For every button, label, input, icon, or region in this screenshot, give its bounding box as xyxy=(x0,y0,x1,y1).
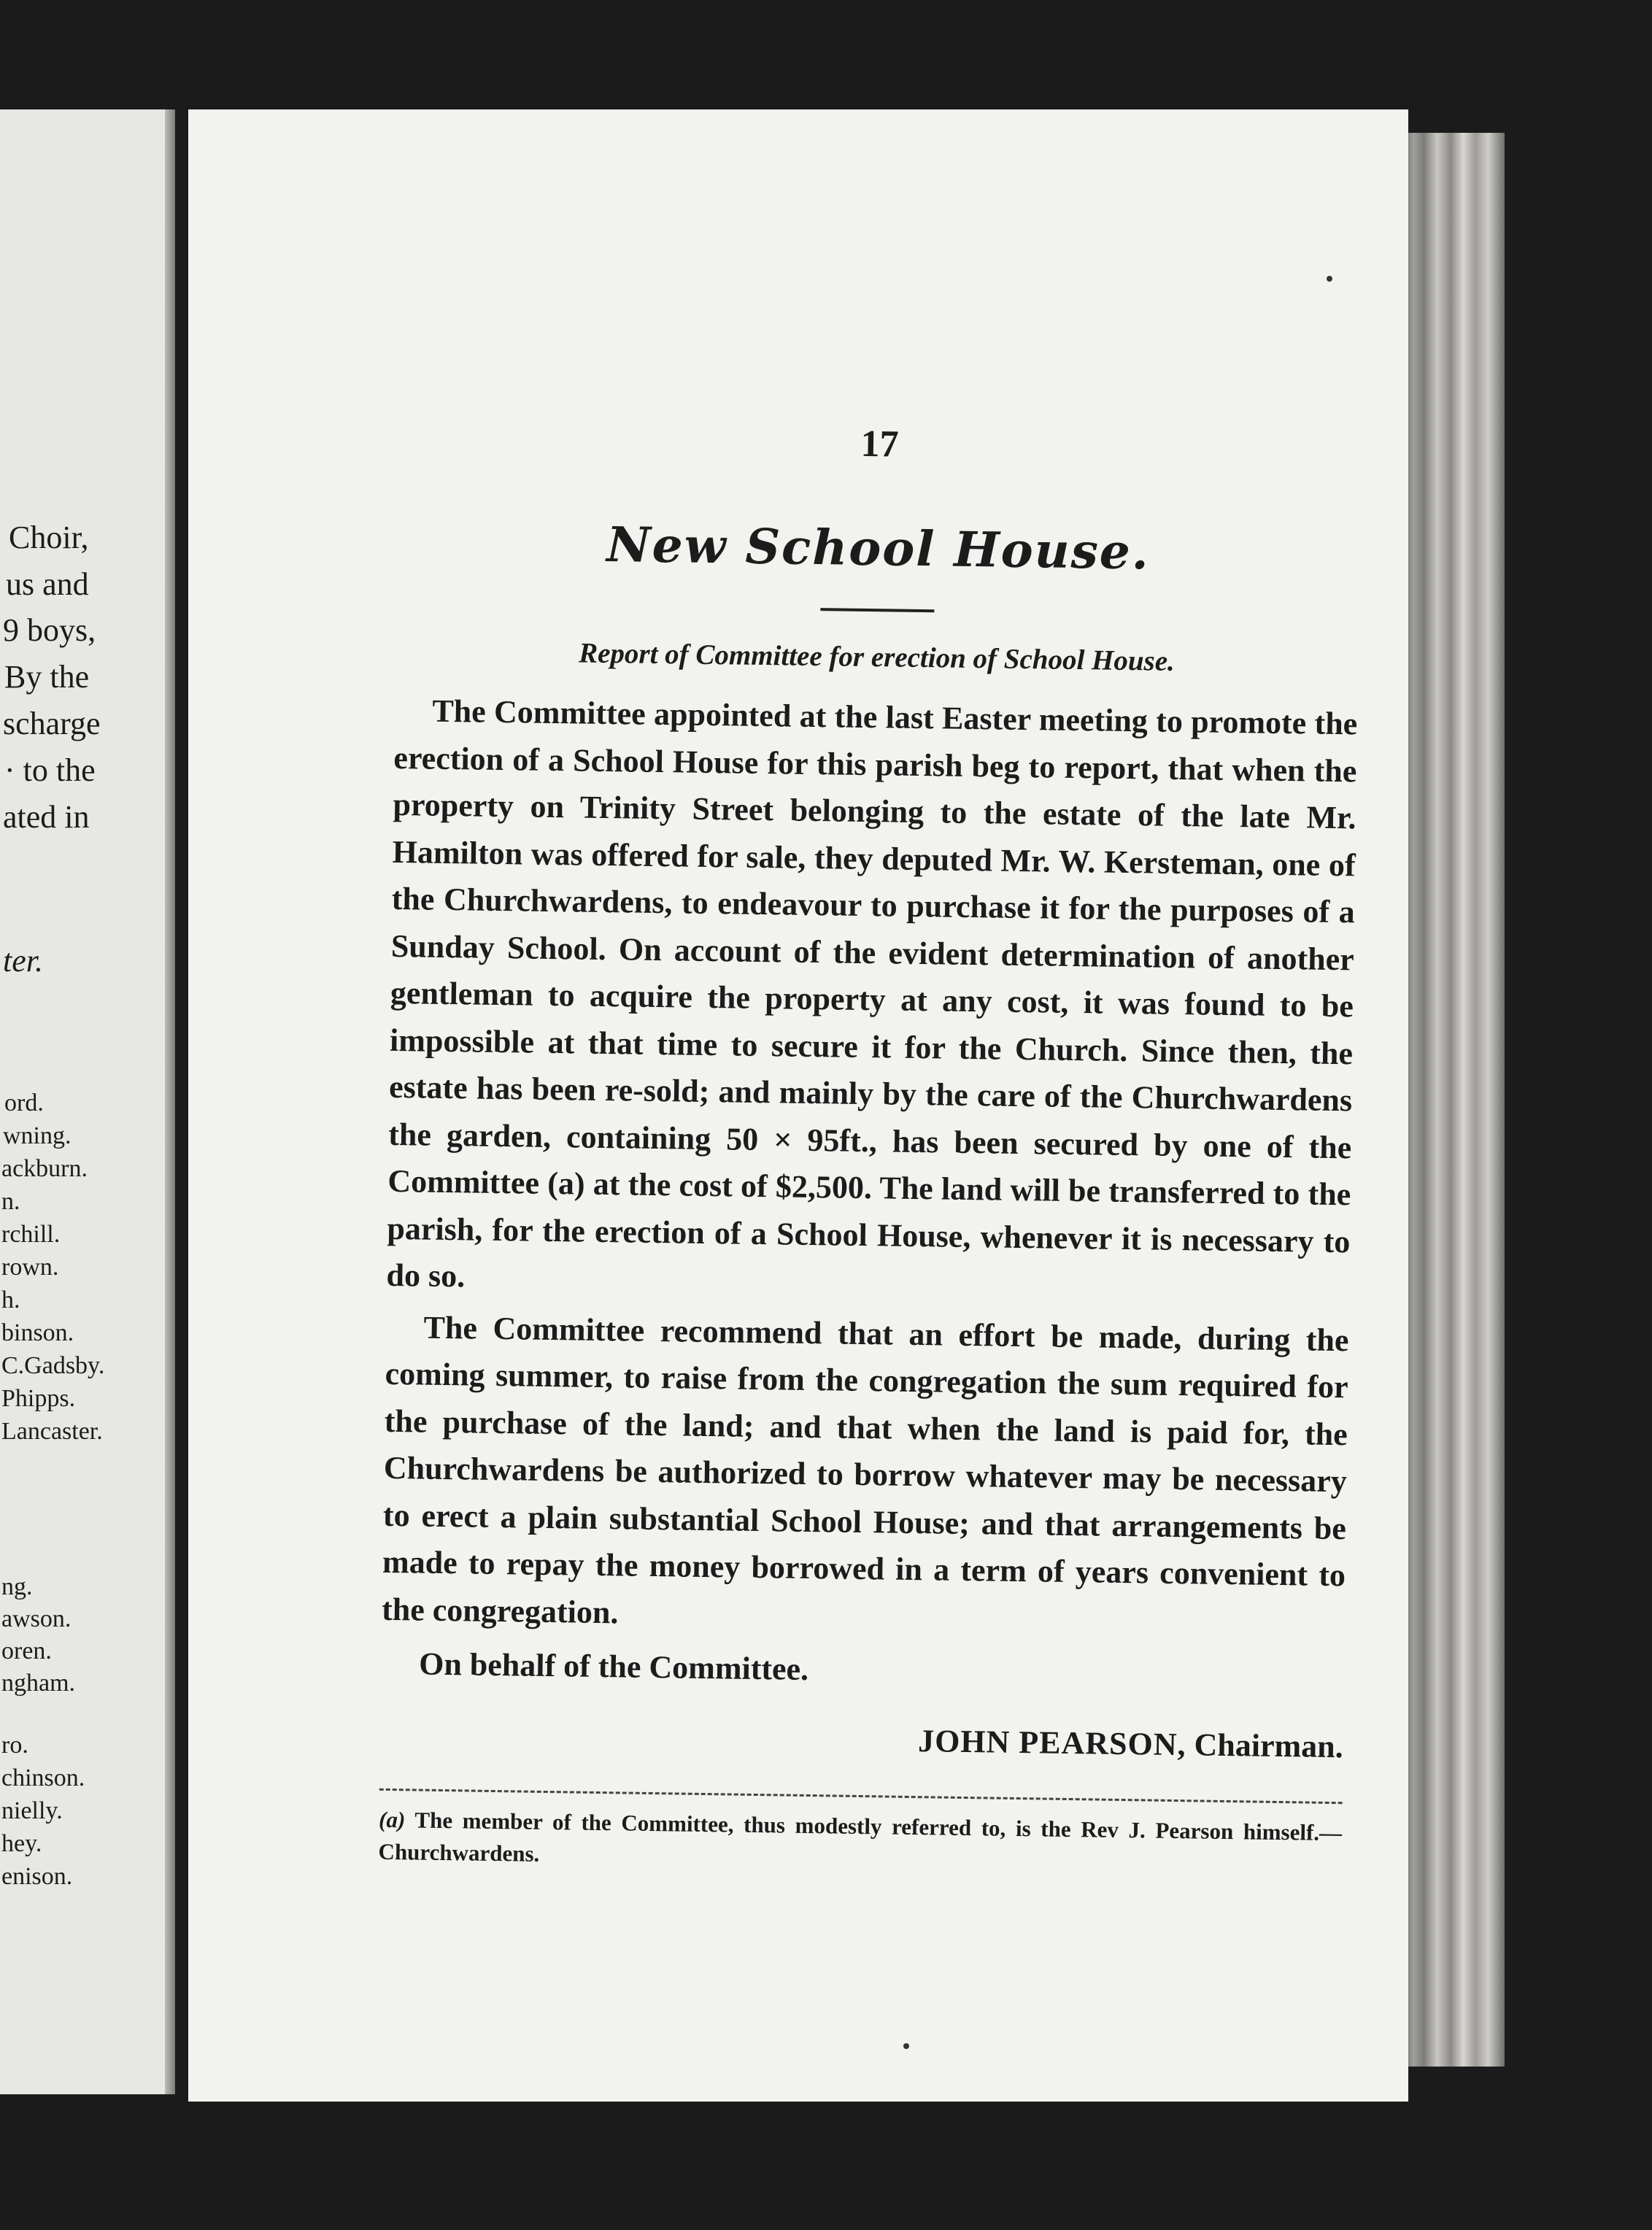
left-page-line: oren. xyxy=(1,1637,52,1664)
signature-role: Chairman. xyxy=(1194,1726,1344,1765)
left-page-line: C.Gadsby. xyxy=(1,1352,105,1379)
page-content xyxy=(378,314,1363,1881)
report-subtitle: Report of Committee for erection of School House. xyxy=(578,637,1176,677)
left-page-line: ated in xyxy=(3,799,90,835)
left-page-line: ord. xyxy=(4,1089,44,1116)
page-number: 17 xyxy=(860,423,899,466)
left-page-line: awson. xyxy=(1,1605,72,1632)
left-page-line: scharge xyxy=(3,706,101,741)
left-page-line: ngham. xyxy=(1,1670,76,1697)
behalf-line: On behalf of the Committee. xyxy=(418,1646,809,1687)
left-page-line: rown. xyxy=(1,1254,59,1281)
left-page-line: Choir, xyxy=(9,520,89,555)
left-page-line: nielly. xyxy=(1,1797,63,1824)
left-page-line: ter. xyxy=(3,943,43,979)
left-page-line: chinson. xyxy=(1,1764,85,1791)
left-page-line: Phipps. xyxy=(1,1385,76,1412)
report-paragraph: The Committee recommend that an effort be made, during the coming summer, to raise from the congregation the sum required for the purchase of the land; and that when the land is paid for, the Churchwardens be authorized to borrow whatever may be necessary to erect a plain substantial School House; and that arrangements be made to repay the money borrowed in a term of years convenient to the congregation. xyxy=(381,1309,1349,1630)
left-page-line: hey. xyxy=(1,1830,42,1857)
left-page-line: By the xyxy=(4,659,90,695)
left-page-line: wning. xyxy=(3,1122,72,1149)
signature-name: JOHN PEARSON, xyxy=(917,1723,1186,1763)
page-gutter xyxy=(165,109,175,2094)
left-facing-page xyxy=(0,109,175,2094)
signature xyxy=(379,1715,1343,1765)
title-rule xyxy=(820,608,934,612)
left-page-line: 9 boys, xyxy=(3,612,96,648)
left-page-line: Lancaster. xyxy=(1,1418,103,1445)
left-page-line: ackburn. xyxy=(1,1155,88,1182)
left-page-line: · to the xyxy=(4,752,96,788)
left-page-line: ng. xyxy=(1,1573,33,1600)
left-page-line: binson. xyxy=(1,1319,74,1346)
page-edges xyxy=(1401,133,1505,2067)
left-page-line: rchill. xyxy=(1,1221,61,1248)
specks xyxy=(903,2043,909,2049)
page-title: New School House. xyxy=(606,515,1151,581)
left-page-line: n. xyxy=(1,1188,20,1215)
left-page-line: h. xyxy=(1,1286,20,1313)
report-paragraph: The Committee appointed at the last Easter meeting to promote the erection of a School House for this parish beg to report, that when the property on Trinity Street belonging to the estate of the late Mr. Hamilton was offered for sale, they deputed Mr. W. Kersteman, one of the Churchwardens, to endeavour to purchase it for the purposes of a Sunday School. On account of the evident determination of another gentleman to acquire the property at any cost, it was found to be impossible at that time to secure it for the Church. Since then, the estate has been re-sold; and mainly by the care of the Churchwardens the garden, containing 50 × 95ft., has been secured by one of the Committee (a) at the cost of $2,500. The land will be transferred to the parish, for the erection of a School House, whenever it is necessary to do so. xyxy=(386,692,1358,1295)
left-page-line: enison. xyxy=(1,1863,73,1890)
left-page-line: us and xyxy=(6,566,89,602)
specks xyxy=(1327,276,1332,282)
left-page-line: ro. xyxy=(1,1732,28,1759)
footnote xyxy=(378,1804,1342,1881)
footnote-mark: (a) xyxy=(378,1806,406,1833)
footnote-rule xyxy=(379,1789,1343,1804)
document-page xyxy=(188,109,1408,2102)
footnote-text: The member of the Committee, thus modestly referred to, is the Rev J. Pearson himself.—Churchwardens. xyxy=(378,1807,1343,1867)
